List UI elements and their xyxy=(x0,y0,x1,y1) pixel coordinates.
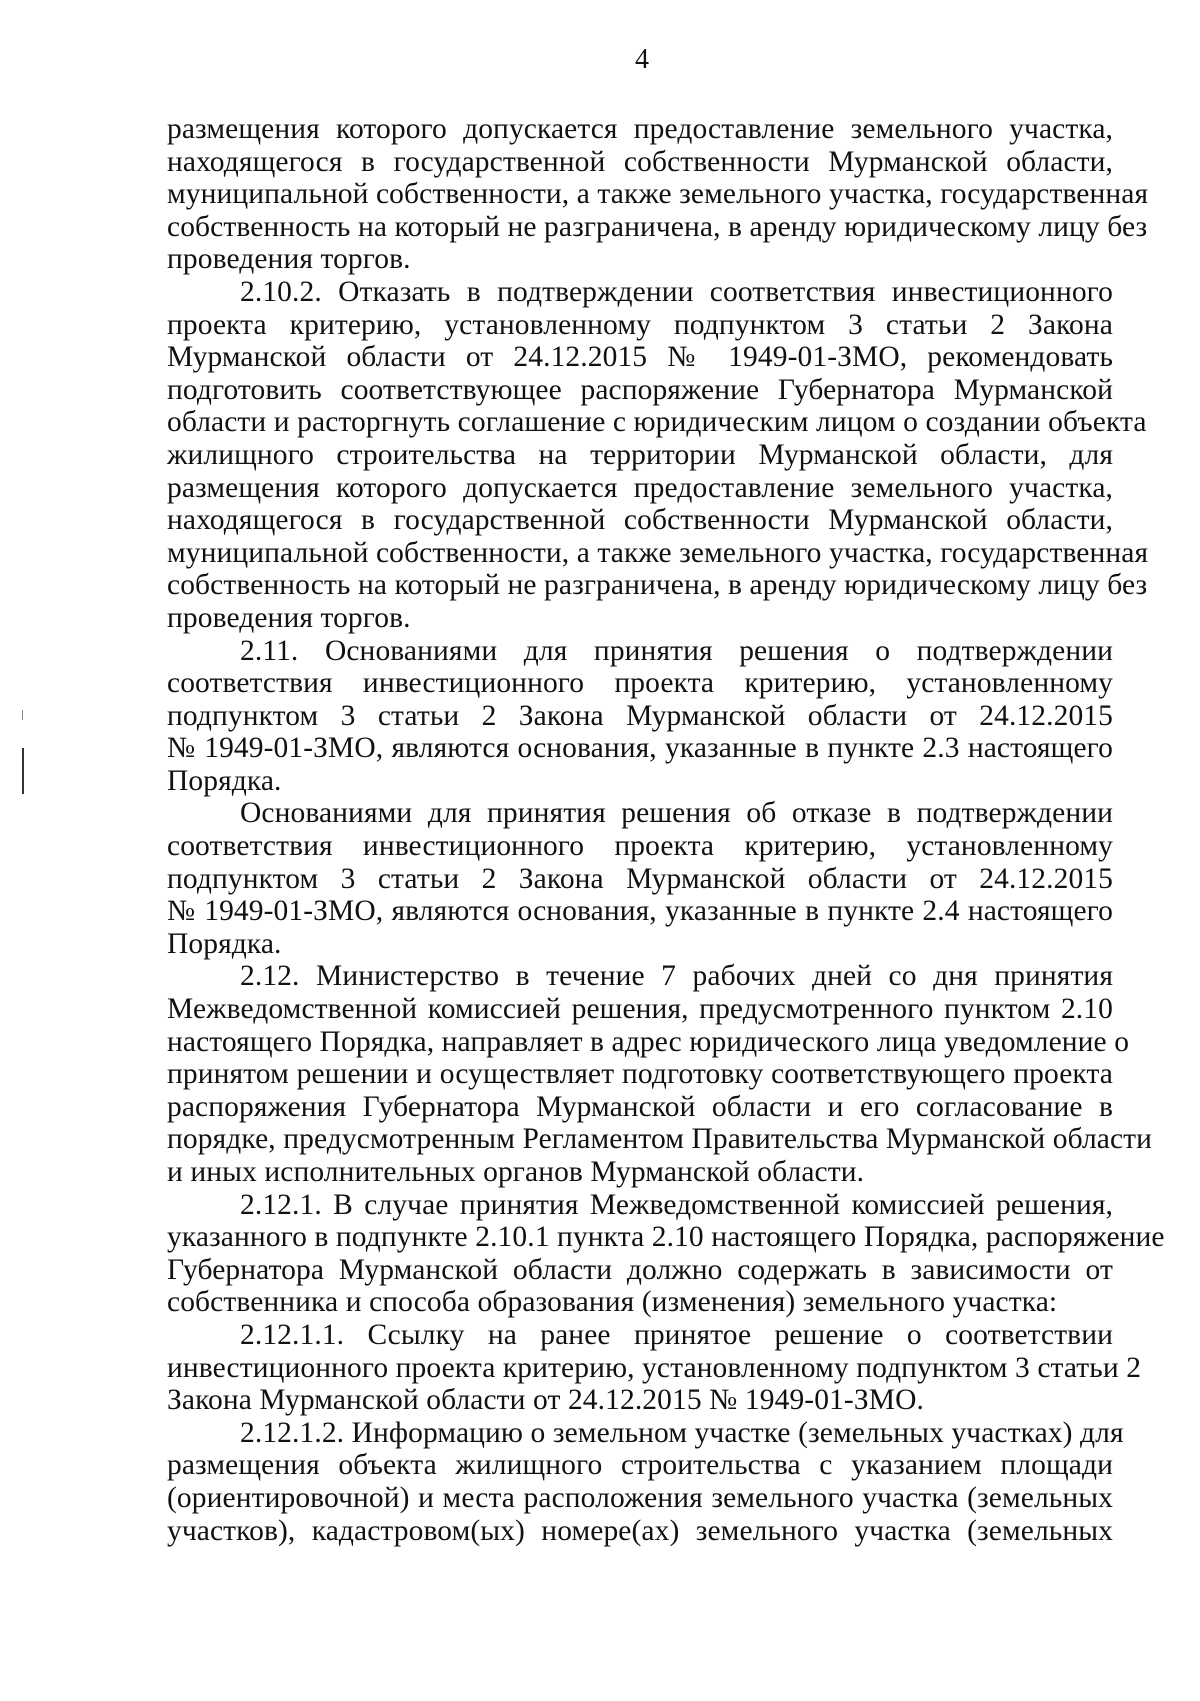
text-line: собственника и способа образования (изменения) земельного участка: xyxy=(167,1286,1058,1319)
text-line: 2.11. Основаниями для принятия решения о подтверждении xyxy=(240,634,1113,667)
text-line: Мурманской области от 24.12.2015 № 1949-01-ЗМО, рекомендовать xyxy=(167,341,1113,374)
text-line: (ориентировочной) и места расположения земельного участка (земельных xyxy=(167,1481,1113,1514)
text-line: указанного в подпункте 2.10.1 пункта 2.10 настоящего Порядка, распоряжение xyxy=(167,1221,1165,1254)
text-line: размещения которого допускается предоставление земельного участка, xyxy=(167,471,1113,504)
text-line: Порядка. xyxy=(167,927,282,960)
text-line: размещения объекта жилищного строительства с указанием площади xyxy=(167,1449,1113,1482)
text-line: Межведомственной комиссией решения, предусмотренного пунктом 2.10 xyxy=(167,993,1113,1026)
text-line: 2.12.1. В случае принятия Межведомственной комиссией решения, xyxy=(240,1188,1113,1221)
text-line: соответствия инвестиционного проекта критерию, установленному xyxy=(167,667,1113,700)
text-line: проекта критерию, установленному подпунктом 3 статьи 2 Закона xyxy=(167,308,1113,341)
text-line: подготовить соответствующее распоряжение Губернатора Мурманской xyxy=(167,373,1113,406)
text-line: проведения торгов. xyxy=(167,243,411,276)
scan-margin-mark xyxy=(22,748,24,794)
text-line: жилищного строительства на территории Мурманской области, для xyxy=(167,438,1113,471)
text-line: инвестиционного проекта критерию, установленному подпунктом 3 статьи 2 xyxy=(167,1351,1142,1384)
text-line: принятом решении и осуществляет подготовку соответствующего проекта xyxy=(167,1058,1113,1091)
text-line: Порядка. xyxy=(167,764,282,797)
text-line: соответствия инвестиционного проекта критерию, установленному xyxy=(167,830,1113,863)
text-line: находящегося в государственной собственности Мурманской области, xyxy=(167,504,1113,537)
document-body xyxy=(167,113,1165,1547)
text-line: 2.12.1.1. Ссылку на ранее принятое решение о соответствии xyxy=(240,1318,1113,1351)
text-line: Основаниями для принятия решения об отказе в подтверждении xyxy=(240,797,1113,830)
text-line: муниципальной собственности, а также земельного участка, государственная xyxy=(167,178,1149,211)
text-line: муниципальной собственности, а также земельного участка, государственная xyxy=(167,536,1149,569)
text-line: № 1949-01-ЗМО, являются основания, указанные в пункте 2.4 настоящего xyxy=(167,895,1113,928)
text-line: порядке, предусмотренным Регламентом Правительства Мурманской области xyxy=(167,1123,1153,1156)
text-line: распоряжения Губернатора Мурманской области и его согласование в xyxy=(167,1090,1113,1123)
text-line: размещения которого допускается предоставление земельного участка, xyxy=(167,113,1113,145)
text-line: собственность на который не разграничена, в аренду юридическому лицу без xyxy=(167,569,1148,602)
text-line: настоящего Порядка, направляет в адрес юридического лица уведомление о xyxy=(167,1025,1130,1058)
scan-margin-mark-small xyxy=(22,710,23,720)
text-line: участков), кадастровом(ых) номере(ах) земельного участка (земельных xyxy=(167,1514,1113,1547)
text-line: 2.12.1.2. Информацию о земельном участке (земельных участках) для xyxy=(240,1416,1124,1449)
text-line: области и расторгнуть соглашение с юридическим лицом о создании объекта xyxy=(167,406,1147,439)
text-line: собственность на который не разграничена, в аренду юридическому лицу без xyxy=(167,210,1148,243)
text-line: проведения торгов. xyxy=(167,601,411,634)
text-line: и иных исполнительных органов Мурманской области. xyxy=(167,1156,865,1188)
text-line: № 1949-01-ЗМО, являются основания, указанные в пункте 2.3 настоящего xyxy=(167,732,1113,765)
text-line: 2.10.2. Отказать в подтверждении соответствия инвестиционного xyxy=(240,275,1113,308)
text-line: находящегося в государственной собственности Мурманской области, xyxy=(167,145,1113,178)
text-line: подпунктом 3 статьи 2 Закона Мурманской области от 24.12.2015 xyxy=(167,699,1113,732)
page-number: 4 xyxy=(635,44,649,75)
text-line: подпунктом 3 статьи 2 Закона Мурманской области от 24.12.2015 xyxy=(167,862,1113,895)
text-line: Губернатора Мурманской области должно содержать в зависимости от xyxy=(167,1253,1113,1286)
text-line: Закона Мурманской области от 24.12.2015 № 1949-01-ЗМО. xyxy=(167,1384,924,1417)
text-line: 2.12. Министерство в течение 7 рабочих дней со дня принятия xyxy=(240,960,1113,993)
